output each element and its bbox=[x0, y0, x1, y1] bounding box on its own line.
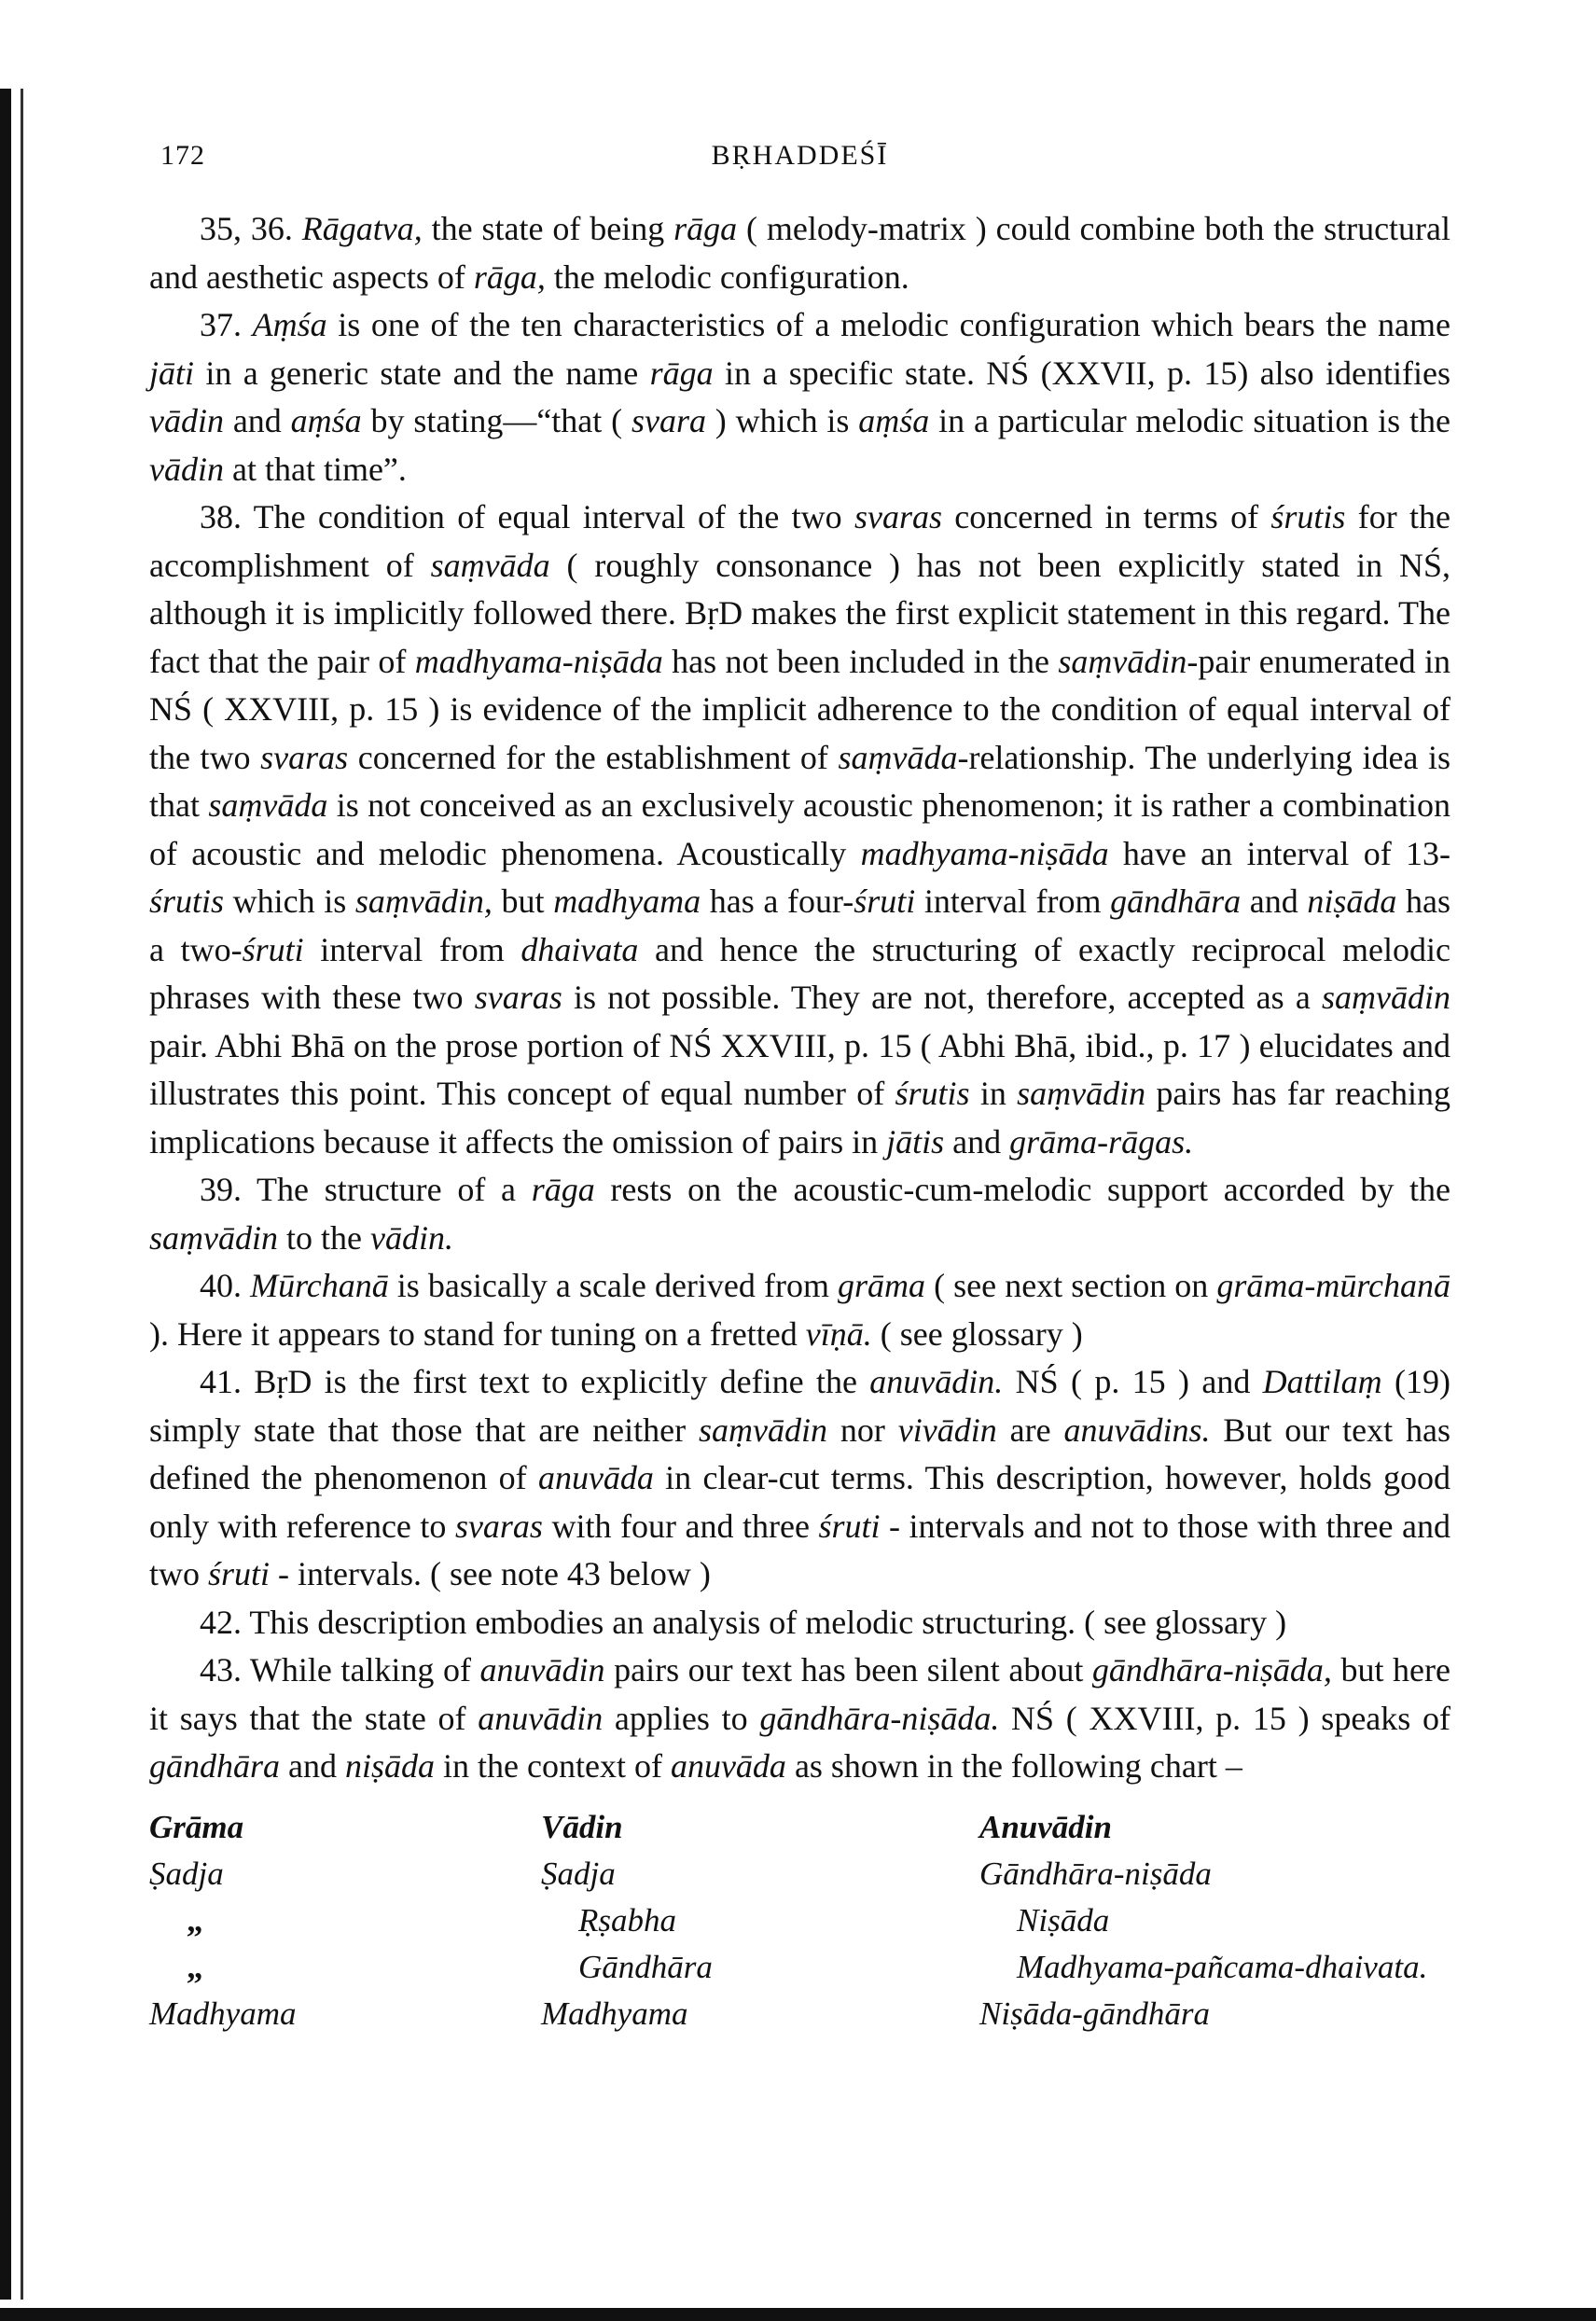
chart-cell-grama: Ṣadja bbox=[149, 1855, 224, 1892]
italic-term: anuvādin bbox=[479, 1651, 605, 1689]
chart-header-vadin: Vādin bbox=[541, 1808, 623, 1845]
note-text: in the context of bbox=[435, 1747, 671, 1785]
italic-term: rāga bbox=[531, 1171, 595, 1208]
italic-term: saṃvāda bbox=[208, 786, 328, 824]
italic-term: jātis bbox=[886, 1122, 945, 1160]
italic-term: saṃvādin bbox=[699, 1411, 828, 1449]
italic-term: grāma bbox=[838, 1267, 926, 1304]
italic-term: saṃvāda bbox=[430, 546, 550, 584]
italic-term: vivādin bbox=[897, 1411, 997, 1449]
note-text: in bbox=[969, 1075, 1018, 1112]
book-page bbox=[149, 140, 1450, 2037]
note-text: and bbox=[223, 402, 291, 439]
italic-term: saṃvādin bbox=[1322, 979, 1451, 1016]
note-text: is not conceived as an exclusively acoustic phenomenon; it is rather a combination of acoustic and melodic phenomena. Acoustically bbox=[149, 786, 1451, 872]
italic-term: vādin bbox=[149, 402, 224, 439]
italic-term: śruti bbox=[854, 883, 916, 920]
italic-term: grāma-mūrchanā bbox=[1216, 1267, 1451, 1304]
note-text: at that time”. bbox=[223, 450, 407, 488]
note-text: but here it says that the state of bbox=[149, 1651, 1450, 1737]
italic-term: jāti bbox=[149, 354, 195, 392]
chart-cell-vadin: Ṣadja bbox=[541, 1855, 616, 1892]
note-text: and bbox=[280, 1747, 345, 1785]
note-text: interval from bbox=[915, 883, 1111, 920]
note-text: concerned for the establishment of bbox=[348, 738, 839, 776]
note-text: has not been included in the bbox=[662, 642, 1059, 680]
chart-row bbox=[149, 1991, 1450, 2037]
italic-term: Mūrchanā bbox=[250, 1267, 389, 1304]
note-text: ( melody-matrix ) could combine both the structural and aesthetic aspects of bbox=[149, 210, 1451, 296]
chart-cell-grama-ditto: „ bbox=[187, 1948, 203, 1985]
endnotes bbox=[149, 205, 1450, 1791]
chart-cell-vadin: Gāndhāra bbox=[578, 1948, 713, 1985]
note-text: by stating—“that ( bbox=[361, 402, 631, 439]
chart-cell-anuvadin: Gāndhāra-niṣāda bbox=[979, 1855, 1212, 1892]
italic-term: niṣāda bbox=[1307, 883, 1397, 920]
note-text: NŚ ( p. 15 ) and bbox=[1003, 1363, 1263, 1400]
italic-term: madhyama-niṣāda bbox=[414, 642, 663, 680]
note-text: but bbox=[492, 883, 554, 920]
note-text: pair. Abhi Bhā on the prose portion of NŚ XXVIII, p. 15 ( Abhi Bhā, ibid., p. 17 ) elucidates and illustrates this point. This concept of equal number of bbox=[149, 1026, 1450, 1112]
note-text: 37. bbox=[200, 306, 253, 343]
italic-term: anuvādin. bbox=[869, 1363, 1004, 1400]
note-text: the state of being bbox=[422, 210, 674, 247]
note-text: pairs our text has been silent about bbox=[604, 1651, 1092, 1689]
italic-term: grāma-rāgas. bbox=[1009, 1122, 1194, 1160]
note-text: interval from bbox=[303, 930, 521, 968]
note-text: 38. The condition of equal interval of the two bbox=[200, 498, 854, 535]
note-text: - intervals and not to those with three and two bbox=[149, 1507, 1450, 1592]
note-text: nor bbox=[827, 1411, 898, 1449]
note-text: in a particular melodic situation is the bbox=[929, 402, 1450, 439]
note-text: 41. BṛD is the first text to explicitly define the bbox=[200, 1363, 870, 1400]
note-text: rests on the acoustic-cum-melodic support accorded by the bbox=[594, 1171, 1450, 1208]
note-text: the melodic configuration. bbox=[545, 257, 909, 296]
endnote bbox=[149, 1358, 1450, 1599]
note-text: -pair enumerated in NŚ ( XXVIII, p. 15 ) is evidence of the implicit adherence to the condition of equal interval of the two bbox=[149, 642, 1450, 776]
italic-term: gāndhāra-niṣāda. bbox=[759, 1699, 1000, 1737]
chart-cell-vadin: Madhyama bbox=[541, 1994, 688, 2032]
note-text: is basically a scale derived from bbox=[388, 1267, 839, 1304]
grama-vadin-anuvadin-chart bbox=[149, 1804, 1450, 2037]
italic-term: śruti bbox=[818, 1507, 881, 1545]
note-text: and bbox=[944, 1122, 1010, 1160]
note-text: in clear-cut terms. This description, however, holds good only with reference to bbox=[149, 1459, 1451, 1545]
chart-row bbox=[149, 1897, 1450, 1944]
note-text: with four and three bbox=[542, 1507, 819, 1545]
note-text: concerned in terms of bbox=[941, 498, 1271, 535]
chart-cell-vadin: Ṛṣabha bbox=[578, 1901, 676, 1939]
note-text: in a generic state and the name bbox=[194, 354, 650, 392]
italic-term: saṃvādin bbox=[1017, 1075, 1146, 1112]
endnote bbox=[149, 493, 1450, 1166]
italic-term: svaras bbox=[260, 738, 349, 776]
italic-term: svaras bbox=[454, 1507, 543, 1545]
note-text: as shown in the following chart – bbox=[785, 1747, 1242, 1785]
endnote bbox=[149, 1599, 1450, 1647]
note-text: ( see glossary ) bbox=[871, 1314, 1083, 1353]
italic-term: madhyama bbox=[553, 883, 701, 920]
note-text: is not possible. They are not, therefore, accepted as a bbox=[562, 979, 1323, 1016]
italic-term: Rāgatva, bbox=[301, 210, 423, 247]
note-text: 43. While talking of bbox=[200, 1651, 480, 1689]
chart-header-anuvadin: Anuvādin bbox=[979, 1808, 1112, 1845]
note-text: ). Here it appears to stand for tuning on a fretted bbox=[149, 1314, 806, 1353]
italic-term: svara bbox=[631, 402, 706, 439]
note-text: and bbox=[1241, 883, 1308, 920]
endnote bbox=[149, 301, 1450, 493]
note-text: which is bbox=[224, 883, 355, 920]
note-text: pairs has far reaching implications because it affects the omission of pairs in bbox=[149, 1075, 1450, 1160]
italic-term: vādin. bbox=[369, 1218, 453, 1257]
italic-term: rāga bbox=[673, 210, 738, 247]
italic-term: śrutis bbox=[1270, 498, 1346, 535]
italic-term: niṣāda bbox=[345, 1747, 436, 1785]
italic-term: śruti bbox=[208, 1555, 271, 1592]
italic-term: gāndhāra-niṣāda, bbox=[1091, 1651, 1332, 1689]
note-text: and hence the structuring of exactly reciprocal melodic phrases with these two bbox=[149, 930, 1451, 1016]
italic-term: śrutis bbox=[895, 1075, 970, 1112]
note-text: 40. bbox=[200, 1267, 251, 1304]
page-header bbox=[149, 140, 1450, 177]
italic-term: anuvādins. bbox=[1063, 1411, 1211, 1449]
note-text: 39. The structure of a bbox=[200, 1171, 532, 1208]
italic-term: anuvāda bbox=[537, 1459, 654, 1496]
italic-term: svaras bbox=[854, 498, 942, 535]
chart-cell-anuvadin: Niṣāda-gāndhāra bbox=[979, 1994, 1210, 2032]
italic-term: vīṇā. bbox=[805, 1314, 872, 1353]
italic-term: rāga bbox=[649, 354, 714, 392]
italic-term: Aṃśa bbox=[252, 306, 327, 343]
note-text: -relationship. The underlying idea is that bbox=[149, 738, 1451, 824]
note-text: 35, 36. bbox=[200, 210, 302, 247]
italic-term: anuvāda bbox=[670, 1747, 786, 1785]
italic-term: vādin bbox=[149, 450, 224, 488]
endnote bbox=[149, 1262, 1450, 1358]
italic-term: rāga, bbox=[473, 257, 546, 296]
chart-header-grama: Grāma bbox=[149, 1808, 244, 1845]
note-text: ( roughly consonance ) has not been explicitly stated in NŚ, although it is implicitly followed there. BṛD makes the first explicit statement in this regard. The fact that the pair of bbox=[149, 546, 1451, 680]
italic-term: aṃśa bbox=[858, 402, 930, 439]
chart-cell-anuvadin: Madhyama-pañcama-dhaivata. bbox=[1017, 1948, 1428, 1985]
italic-term: Dattilaṃ bbox=[1262, 1363, 1382, 1400]
note-text: has a four- bbox=[701, 883, 854, 920]
note-text: is one of the ten characteristics of a melodic configuration which bears the name bbox=[326, 306, 1451, 343]
italic-term: anuvādin bbox=[478, 1699, 604, 1737]
note-text: ( see next section on bbox=[925, 1267, 1217, 1304]
note-text: - intervals. ( see note 43 below ) bbox=[270, 1555, 711, 1592]
italic-term: gāndhāra bbox=[1110, 883, 1242, 920]
italic-term: śruti bbox=[242, 930, 304, 968]
note-text: have an interval of 13- bbox=[1108, 834, 1450, 872]
note-text: in a specific state. NŚ (XXVII, p. 15) also identifies bbox=[713, 354, 1450, 392]
chart-cell-grama-ditto: „ bbox=[187, 1901, 203, 1939]
italic-term: saṃvāda bbox=[838, 738, 958, 776]
chart-header-row bbox=[149, 1804, 1450, 1851]
endnote bbox=[149, 205, 1450, 301]
chart-row bbox=[149, 1851, 1450, 1897]
italic-term: aṃśa bbox=[290, 402, 362, 439]
endnote bbox=[149, 1647, 1450, 1791]
italic-term: saṃvādin bbox=[1058, 642, 1187, 680]
note-text: for the accomplishment of bbox=[149, 498, 1451, 584]
chart-cell-grama: Madhyama bbox=[149, 1994, 297, 2032]
italic-term: madhyama-niṣāda bbox=[860, 834, 1109, 872]
italic-term: saṃvādin, bbox=[354, 883, 493, 920]
note-text: applies to bbox=[603, 1699, 760, 1737]
running-head: BṚHADDEŚĪ bbox=[711, 140, 889, 171]
note-text: (19) simply state that those that are neither bbox=[149, 1363, 1450, 1449]
note-text: has a two- bbox=[149, 883, 1450, 968]
italic-term: saṃvādin bbox=[149, 1218, 278, 1257]
note-text: ) which is bbox=[705, 402, 859, 439]
page-edge-shadow bbox=[0, 89, 11, 2300]
note-text: are bbox=[996, 1411, 1064, 1449]
note-text: But our text has defined the phenomenon of bbox=[149, 1411, 1450, 1496]
endnote bbox=[149, 1166, 1450, 1262]
chart-cell-anuvadin: Niṣāda bbox=[1017, 1901, 1110, 1939]
page-number: 172 bbox=[160, 140, 205, 171]
note-text: to the bbox=[278, 1218, 370, 1257]
italic-term: svaras bbox=[474, 979, 562, 1016]
italic-term: śrutis bbox=[149, 883, 225, 920]
chart-row bbox=[149, 1944, 1450, 1991]
note-text: 42. This description embodies an analysis of melodic structuring. ( see glossary ) bbox=[200, 1603, 1287, 1641]
italic-term: dhaivata bbox=[520, 930, 639, 968]
note-text: NŚ ( XXVIII, p. 15 ) speaks of bbox=[999, 1699, 1450, 1737]
italic-term: gāndhāra bbox=[149, 1747, 281, 1785]
page-bottom-edge bbox=[0, 2308, 1596, 2321]
page-edge-line bbox=[21, 89, 23, 2300]
